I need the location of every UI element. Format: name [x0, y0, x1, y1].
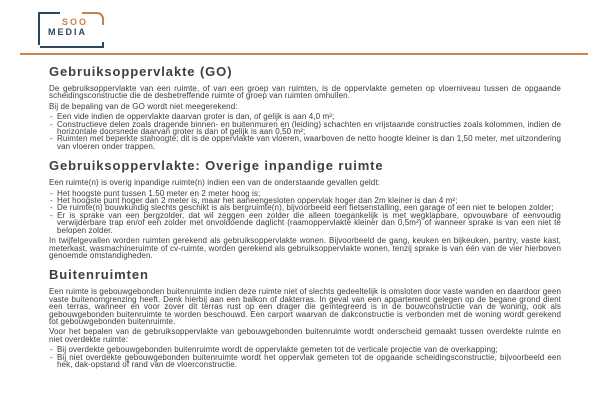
document-body [49, 58, 561, 368]
section-gebruiksoppervlakte-go [49, 65, 561, 150]
list-item: - Een vide indien de oppervlakte daarvan groter is dan, of gelijk is aan 4,0 m²; [49, 113, 561, 120]
logo-text-soo: SOO [62, 17, 89, 27]
list-item: - Ruimten met beperkte stahoogte; dit is de oppervlakte van vloeren, waarboven de netto hoogte kleiner is dan 1,50 meter, met uitzondering van vloeren onder trappen. [49, 135, 561, 150]
bullet-list [49, 190, 561, 234]
section-heading: Buitenruimten [49, 267, 149, 283]
list-item: - De ruimte(n) bouwkundig slechts geschikt is als bergruimte(n), bijvoorbeeld een fietsenstalling, een garage of een niet te belopen zolder; [49, 204, 561, 211]
paragraph: Bij de bepaling van de GO wordt niet meegerekend: [49, 101, 238, 111]
list-item: - Constructieve delen zoals dragende binnen- en buitenmuren en (leiding) schachten en vrijstaande constructies zoals kolommen, indien de horizontale doorsnede daarvan groter is dan of gelijk is aan 0,50 m²; [49, 121, 561, 136]
list-item: - Het hoogste punt hoger dan 2 meter is, maar het aaneengesloten oppervlak hoger dan 2m kleiner is dan 4 m²; [49, 197, 561, 204]
paragraph: Een ruimte is gebouwgebonden buitenruimte indien deze ruimte niet of slechts gedeeltelijk is omsloten door vaste wanden en daardoor geen vaste buitenomgrenzing heeft. Denk hierbij aan een balkon of dakterras. In geval van een appartement gelegen op de begane grond dient een terras, wanneer en voor zover dit terras rust op een drager die geïntegreerd is in de bouwconstructie van de woning, ook als gebouwgebonden buitenruimte te worden beschouwd. Een carport waarvan de dakconstructie is verbonden met de woning wordt gerekend tot gebouwgebonden buitenruimte. [49, 287, 561, 326]
section-overige-inpandige-ruimte [49, 159, 561, 259]
soo-media-logo [36, 11, 104, 45]
section-heading: Gebruiksoppervlakte (GO) [49, 64, 233, 79]
paragraph: De gebruiksoppervlakte van een ruimte, of van een groep van ruimten, is de oppervlakte gemeten op vloerniveau tussen de opgaande scheidingsconstructie die de desbetreffende ruimte of groep van ruimten omhullen. [49, 84, 561, 101]
logo-text-media: MEDIA [48, 27, 87, 37]
list-item: - Bij overdekte gebouwgebonden buitenruimte wordt de oppervlakte gemeten tot de verticale projectie van de overkapping; [49, 346, 561, 353]
bullet-list [49, 113, 561, 150]
paragraph: Voor het bepalen van de gebruiksoppervlakte van gebouwgebonden buitenruimte wordt onderscheid gemaakt tussen overdekte ruimte en niet overdekte ruimte: [49, 327, 561, 344]
header [36, 11, 156, 47]
list-item: - Bij niet overdekte gebouwgebonden buitenruimte wordt het oppervlak gemeten tot de opgaande scheidingsconstructie, bijvoorbeeld een hek, dak-opstand of rand van de vloerconstructie. [49, 354, 561, 369]
list-item: - Er is sprake van een bergzolder, dat wil zeggen een zolder die alleen toegankelijk is met wegklapbare, opvouwbare of eenvoudig verwijderbare trap en/of een zolder met onvoldoende daglicht (raamoppervlakte kleiner dan 0,5m²) of wanneer sprake is van een niet te belopen zolder. [49, 212, 561, 234]
bullet-list [49, 346, 561, 368]
paragraph: Een ruimte(n) is overig inpandige ruimte(n) indien een van de onderstaande gevallen geldt: [49, 178, 380, 188]
logo-frame-bottom-line [40, 42, 104, 48]
paragraph: In twijfelgevallen worden ruimten gerekend als gebruiksoppervlakte wonen. Bijvoorbeeld de gang, keuken en bijkeuken, pantry, vaste kast, meterkast, wasmachineruimte of cv-ruimte, worden gerekend als gebruiksoppervlakte wonen, tenzij sprake is van één van de vier hierboven genoemde omstandigheden. [49, 236, 561, 260]
section-heading: Gebruiksoppervlakte: Overige inpandige ruimte [49, 158, 384, 174]
header-divider-line [20, 53, 588, 55]
logo-wordmark [44, 17, 104, 37]
list-item: - Het hoogste punt tussen 1.50 meter en 2 meter hoog is; [49, 190, 561, 197]
section-buitenruimten [49, 268, 561, 368]
